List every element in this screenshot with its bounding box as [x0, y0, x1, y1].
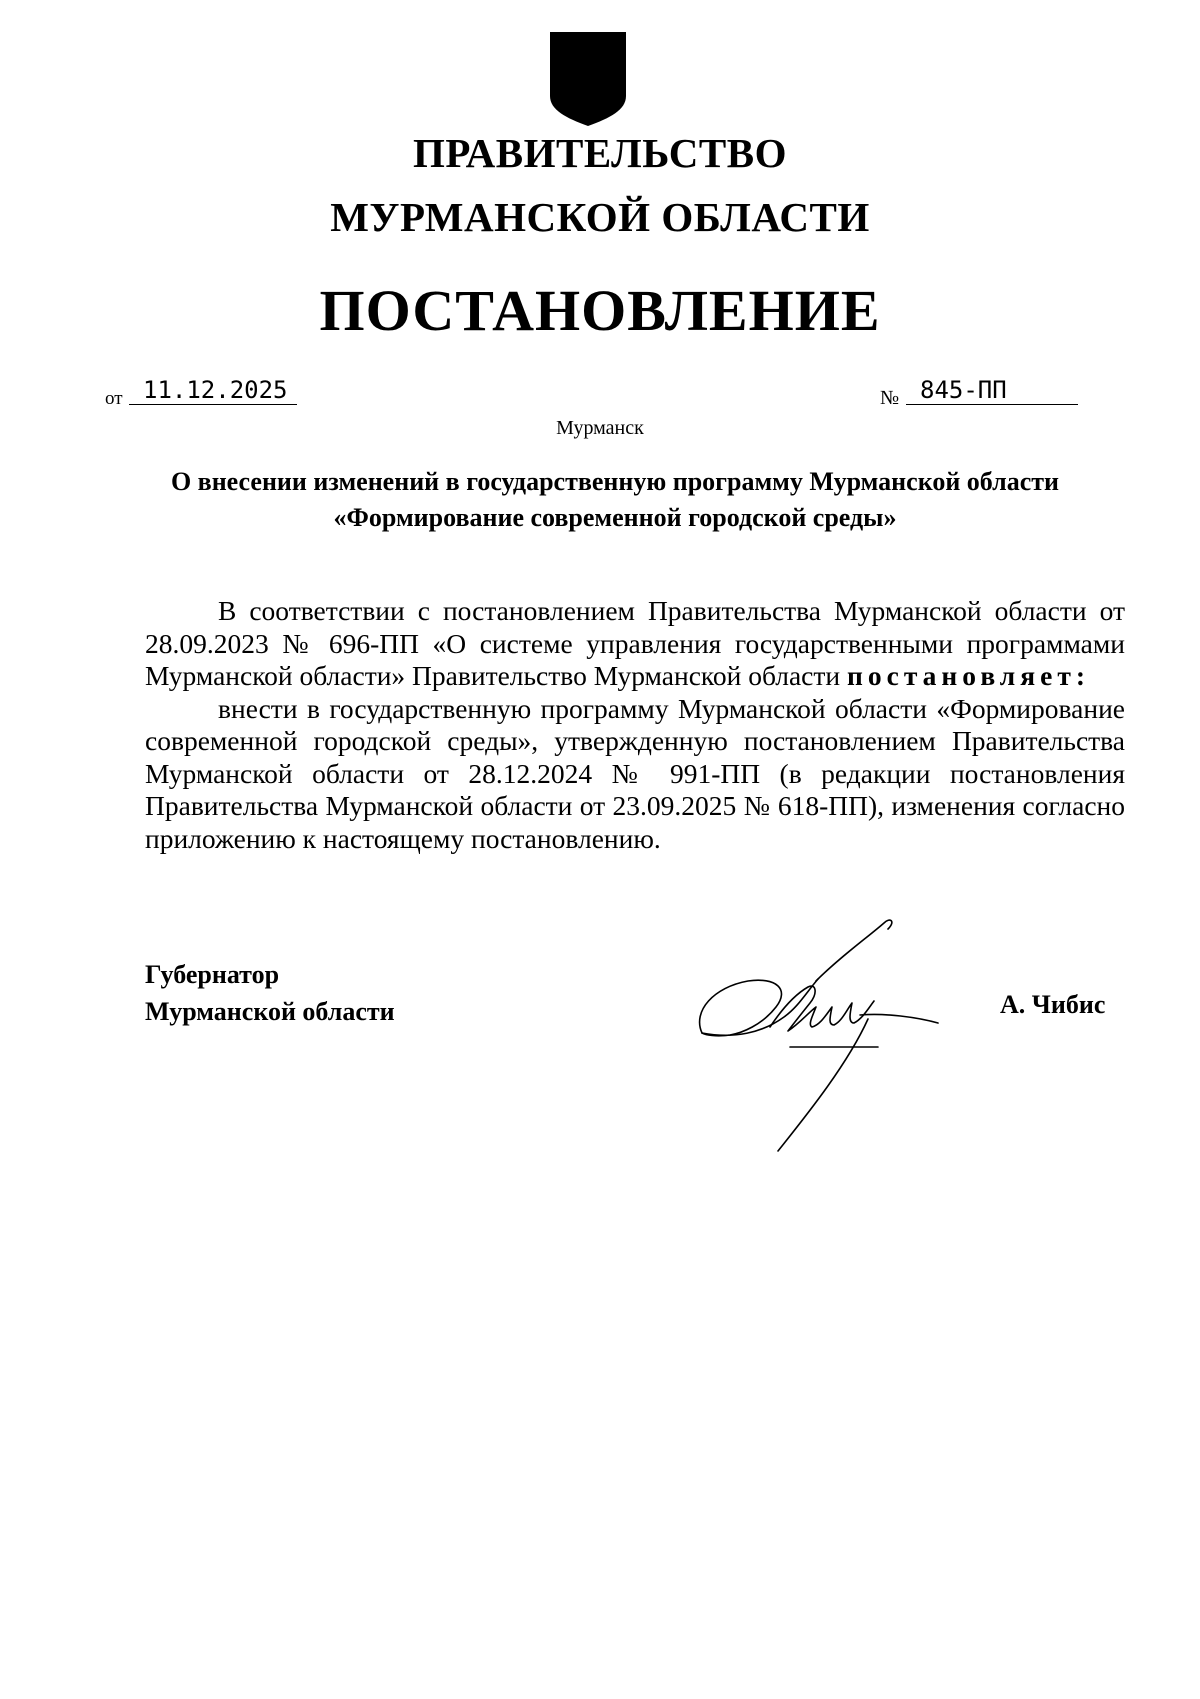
- government-name-line2: МУРМАНСКОЙ ОБЛАСТИ: [330, 194, 870, 240]
- number-label: №: [880, 387, 900, 409]
- document-body: [145, 595, 1125, 855]
- body-paragraph-1: [145, 595, 1125, 693]
- resolution-keyword: постановляет:: [847, 660, 1090, 691]
- document-type: ПОСТАНОВЛЕНИЕ: [319, 278, 881, 343]
- document-title-line2: «Формирование современной городской среды»: [333, 503, 897, 532]
- government-name-line1: ПРАВИТЕЛЬСТВО: [412, 130, 788, 176]
- body-paragraph-2: внести в государственную программу Мурманской области «Формирование современной городской среды», утвержденную постановлением Правительства Мурманской области от 28.12.2024 № 991-ПП (в редакции постановления Правительства Мурманской области от 23.09.2025 № 618-ПП), изменения согласно приложению к настоящему постановлению.: [145, 692, 1125, 854]
- date-value: 11.12.2025: [129, 376, 297, 405]
- signer-position: [145, 956, 395, 1030]
- document-title-line1: О внесении изменений в государственную программу Мурманской области: [170, 467, 1060, 496]
- coat-of-arms-icon: [548, 30, 628, 128]
- document-title: [110, 464, 1120, 536]
- city: Мурманск: [556, 417, 644, 439]
- signer-name: А. Чибис: [1000, 990, 1106, 1019]
- date-label: от: [105, 388, 123, 409]
- signer-position-line2: Мурманской области: [145, 997, 395, 1026]
- signer-position-line1: Губернатор: [145, 960, 280, 989]
- body-paragraph-1-text: В соответствии с постановлением Правительства Мурманской области от 28.09.2023 № 696-ПП «О системе управления государственными программами Мурманской области» Правительство Мурманской области: [145, 595, 1125, 691]
- signature-image: [690, 915, 950, 1155]
- number-value: 845-ПП: [906, 376, 1078, 405]
